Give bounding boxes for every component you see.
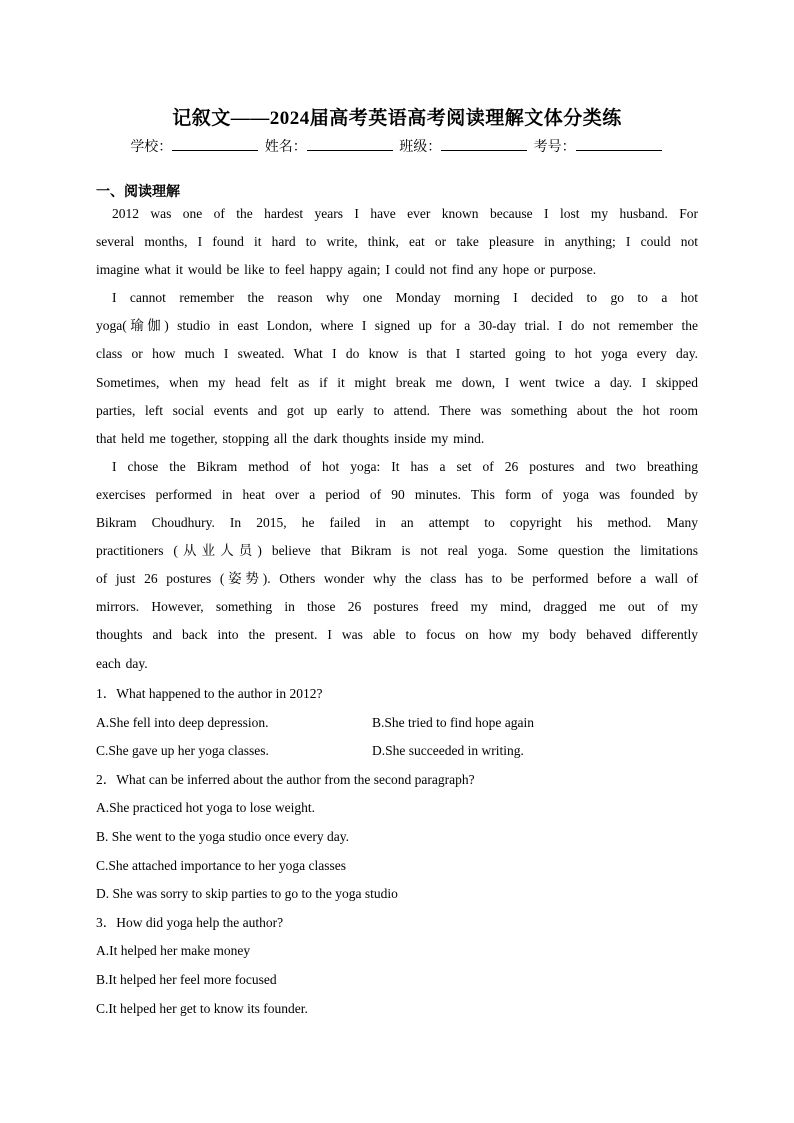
passage-line: imagine what it would be like to feel happy again; I could not find any hope or purpose. [96,262,597,278]
answer-option[interactable]: B.She tried to find hope again [372,714,534,730]
passage-line: mirrors. However, something in those 26 postures freed my mind, dragged me out of my [96,599,698,615]
passage-line: of just 26 postures (姿势). Others wonder why the class has to be performed before a wall of [96,571,698,587]
reading-passage [96,200,698,678]
answer-option[interactable]: A.She practiced hot yoga to lose weight. [96,800,315,816]
option-row [96,709,698,738]
answer-option[interactable]: D. She was sorry to skip parties to go to the yoga studio [96,886,398,902]
question-stem: 1．What happened to the author in 2012? [96,686,323,701]
answer-option[interactable]: C.She attached importance to her yoga classes [96,857,347,873]
name-blank[interactable] [307,138,393,151]
class-label: 班级： [399,139,442,155]
student-info-line [0,136,794,156]
answer-option[interactable]: A.It helped her make money [96,943,251,959]
question-stem: 3．How did yoga help the author? [96,914,284,930]
passage-line: yoga(瑜伽) studio in east London, where I signed up for a 30-day trial. I do not remember the [96,318,698,334]
passage-line: that held me together, stopping all the dark thoughts inside my mind. [96,430,485,446]
exam-number-label: 考号： [533,139,576,155]
passage-line: 2012 was one of the hardest years I have ever known because I lost my husband. For [112,206,698,221]
passage-line: exercises performed in heat over a period of 90 minutes. This form of yoga was founded by [96,486,698,502]
passage-line: thoughts and back into the present. I was able to focus on how my body behaved differently [96,627,698,643]
answer-option[interactable]: A.She fell into deep depression. [96,714,269,730]
section-heading: 一、阅读理解 [96,184,180,200]
passage-line: practitioners (从业人员) believe that Bikram is not real yoga. Some question the limitations [96,543,698,559]
passage-line: Sometimes, when my head felt as if it might break me down, I went twice a day. I skipped [96,374,698,390]
document-title: 记叙文——2024届高考英语高考阅读理解文体分类练 [172,108,622,129]
passage-line: several months, I found it hard to write, think, eat or take pleasure in anything; I could not [96,234,698,250]
question-stem: 2．What can be inferred about the author from the second paragraph? [96,771,475,787]
question-list [96,680,698,1023]
answer-option[interactable]: D.She succeeded in writing. [372,743,524,759]
answer-option[interactable]: B. She went to the yoga studio once every day. [96,828,349,844]
exam-number-blank[interactable] [576,138,662,151]
passage-line: class or how much I sweated. What I do know is that I started going to hot yoga every day. [96,346,698,362]
passage-line: each day. [96,655,148,671]
answer-option[interactable]: B.It helped her feel more focused [96,971,277,987]
name-label: 姓名： [264,139,307,155]
answer-option[interactable]: C.It helped her get to know its founder. [96,1000,308,1016]
school-label: 学校： [130,139,173,155]
passage-line: I chose the Bikram method of hot yoga: It has a set of 26 postures and two breathing [112,458,698,474]
passage-line: Bikram Choudhury. In 2015, he failed in an attempt to copyright his method. Many [96,515,698,531]
passage-line: I cannot remember the reason why one Monday morning I decided to go to a hot [112,290,698,306]
class-blank[interactable] [441,138,527,151]
option-row [96,737,698,766]
passage-line: parties, left social events and got up early to attend. There was something about the hot room [96,402,698,418]
answer-option[interactable]: C.She gave up her yoga classes. [96,743,269,759]
school-blank[interactable] [172,138,258,151]
